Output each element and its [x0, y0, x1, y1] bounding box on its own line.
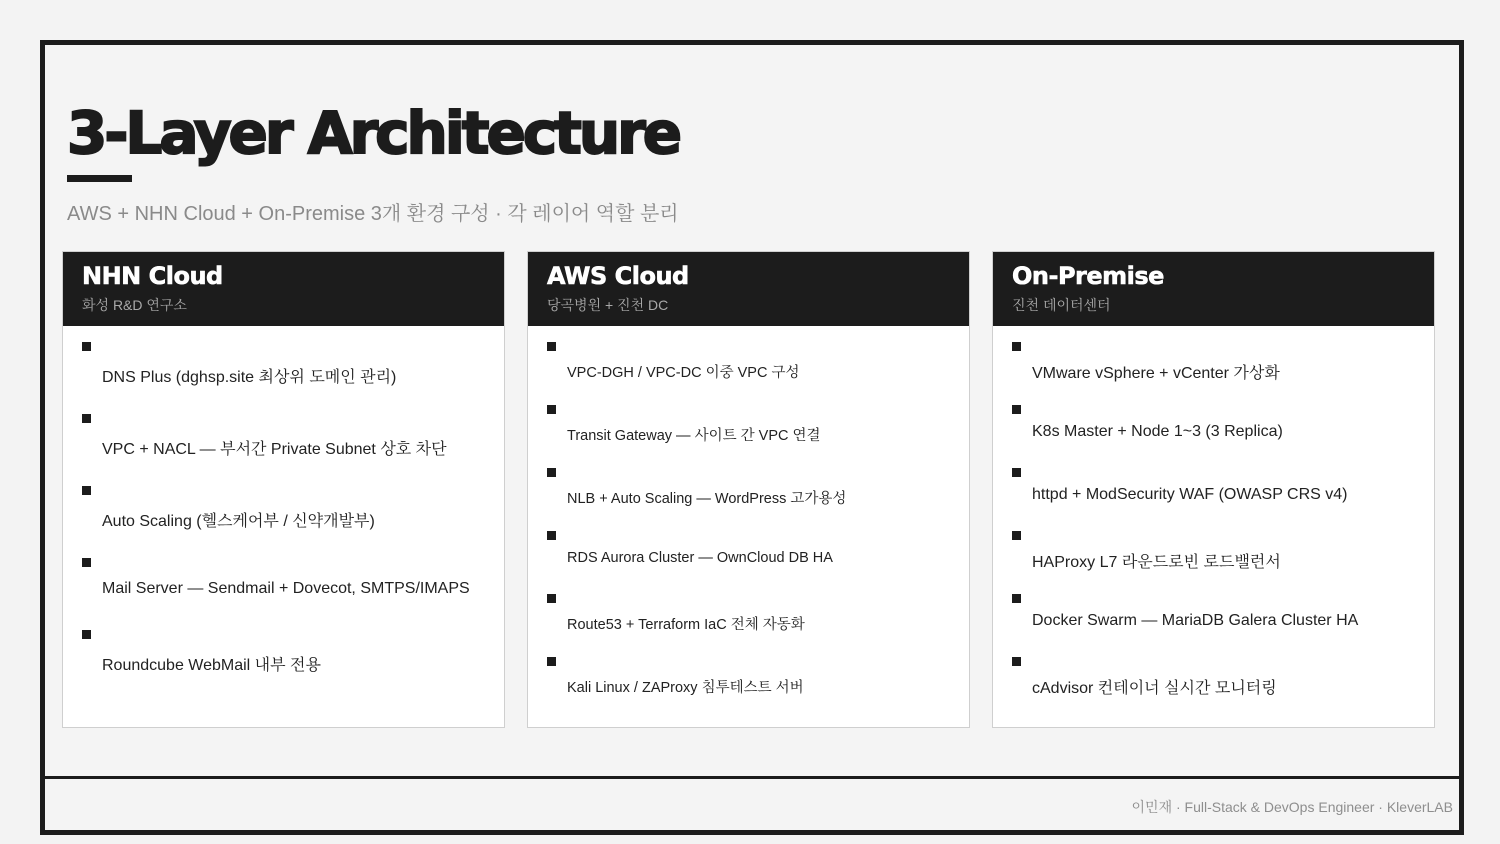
bullet-square-icon — [1012, 594, 1021, 603]
card-header — [528, 252, 969, 326]
list-item — [82, 342, 504, 414]
bullet-square-icon — [1012, 468, 1021, 477]
list-item-text: cAdvisor 컨테이너 실시간 모니터링 — [1032, 680, 1277, 697]
list-item-text: Mail Server — Sendmail + Dovecot, SMTPS/IMAPS — [102, 580, 470, 597]
list-item-text: Route53 + Terraform IaC 전체 자동화 — [567, 617, 805, 633]
list-item — [1012, 531, 1434, 594]
list-item-text: Docker Swarm — MariaDB Galera Cluster HA — [1032, 612, 1359, 629]
list-item — [547, 342, 969, 405]
list-item-text: HAProxy L7 라운드로빈 로드밸런서 — [1032, 554, 1281, 571]
card-on-premise — [992, 251, 1435, 728]
list-item-text: K8s Master + Node 1~3 (3 Replica) — [1032, 423, 1283, 440]
bullet-square-icon — [547, 405, 556, 414]
bullet-square-icon — [82, 342, 91, 351]
card-aws-cloud — [527, 251, 970, 728]
card-title: AWS Cloud — [547, 262, 689, 290]
card-title: On-Premise — [1012, 262, 1164, 290]
list-item — [1012, 594, 1434, 657]
list-item-text: httpd + ModSecurity WAF (OWASP CRS v4) — [1032, 486, 1348, 503]
card-item-list — [993, 326, 1434, 720]
bullet-square-icon — [82, 558, 91, 567]
list-item-text: NLB + Auto Scaling — WordPress 고가용성 — [567, 491, 847, 507]
card-nhn-cloud — [62, 251, 505, 728]
list-item — [82, 414, 504, 486]
list-item-text: RDS Aurora Cluster — OwnCloud DB HA — [567, 550, 833, 566]
card-subtitle: 화성 R&D 연구소 — [82, 297, 187, 313]
list-item — [547, 657, 969, 720]
list-item — [1012, 657, 1434, 720]
bullet-square-icon — [547, 342, 556, 351]
list-item — [82, 558, 504, 630]
list-item — [82, 630, 504, 702]
bullet-square-icon — [547, 657, 556, 666]
bullet-square-icon — [82, 630, 91, 639]
card-subtitle: 당곡병원 + 진천 DC — [547, 297, 669, 313]
card-item-list — [528, 326, 969, 720]
list-item-text: VMware vSphere + vCenter 가상화 — [1032, 365, 1280, 382]
card-subtitle: 진천 데이터센터 — [1012, 297, 1111, 313]
list-item — [1012, 405, 1434, 468]
card-title: NHN Cloud — [82, 262, 223, 290]
footer-credit: 이민재 · Full-Stack & DevOps Engineer · KleverLAB — [1131, 799, 1453, 815]
list-item-text: VPC + NACL — 부서간 Private Subnet 상호 차단 — [102, 441, 447, 458]
list-item — [547, 531, 969, 594]
list-item — [547, 405, 969, 468]
list-item — [547, 594, 969, 657]
bullet-square-icon — [1012, 657, 1021, 666]
list-item — [547, 468, 969, 531]
page-title: 3-Layer Architecture — [67, 99, 680, 167]
bullet-square-icon — [82, 486, 91, 495]
list-item — [1012, 468, 1434, 531]
bullet-square-icon — [1012, 342, 1021, 351]
card-header — [993, 252, 1434, 326]
list-item-text: VPC-DGH / VPC-DC 이중 VPC 구성 — [567, 365, 800, 381]
bullet-square-icon — [547, 468, 556, 477]
list-item-text: DNS Plus (dghsp.site 최상위 도메인 관리) — [102, 369, 397, 386]
list-item — [82, 486, 504, 558]
bullet-square-icon — [547, 594, 556, 603]
list-item-text: Auto Scaling (헬스케어부 / 신약개발부) — [102, 513, 375, 530]
bullet-square-icon — [1012, 405, 1021, 414]
card-item-list — [63, 326, 504, 702]
bullet-square-icon — [82, 414, 91, 423]
title-underline — [67, 175, 132, 182]
bullet-square-icon — [547, 531, 556, 540]
footer-divider — [45, 776, 1459, 779]
list-item — [1012, 342, 1434, 405]
page-subtitle: AWS + NHN Cloud + On-Premise 3개 환경 구성 · 각 레이어 역할 분리 — [67, 203, 679, 225]
bullet-square-icon — [1012, 531, 1021, 540]
card-header — [63, 252, 504, 326]
list-item-text: Roundcube WebMail 내부 전용 — [102, 657, 321, 674]
list-item-text: Transit Gateway — 사이트 간 VPC 연결 — [567, 428, 821, 444]
list-item-text: Kali Linux / ZAProxy 침투테스트 서버 — [567, 680, 804, 696]
slide-frame — [40, 40, 1464, 835]
